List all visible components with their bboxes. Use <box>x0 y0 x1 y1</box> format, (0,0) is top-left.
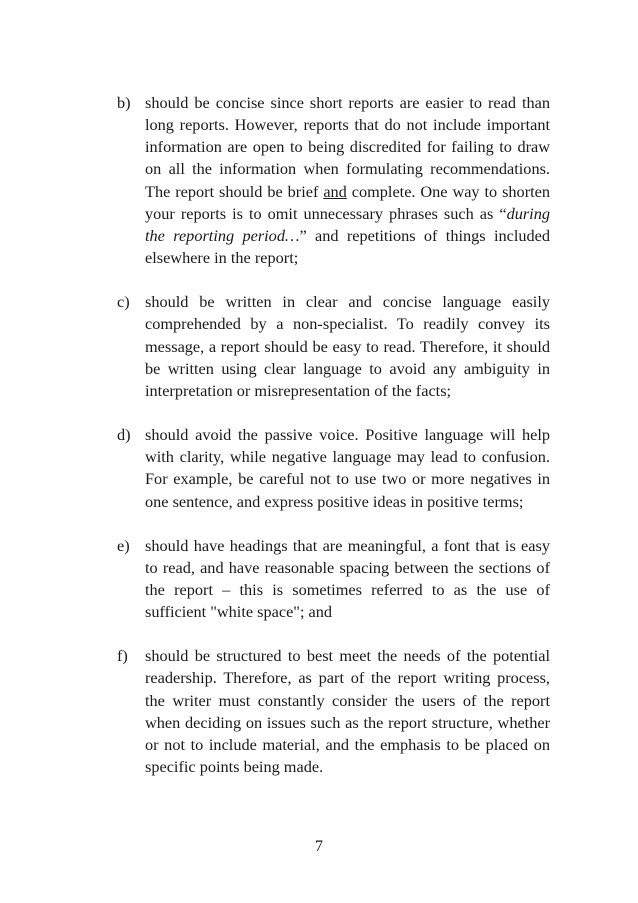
list-item-text: should be written in clear and concise language easily comprehended by a non-specialist. To readily convey its message, a report should be easy to read. Therefore, it should be written using clear language to avoid any ambiguity in interpretation or misrepresentation of the facts; <box>145 292 550 400</box>
italic-phrase: during the reporting period… <box>145 203 550 245</box>
list-item-e <box>117 535 550 624</box>
list-marker: b) <box>117 93 131 112</box>
underlined-word: and <box>323 181 347 201</box>
list-item-d <box>117 424 550 513</box>
list-marker: f) <box>117 646 128 666</box>
list-item-b <box>117 92 550 269</box>
page-number: 7 <box>314 836 324 855</box>
list-item-text: should have headings that are meaningful, a font that is easy to read, and have reasonable spacing between the sections of the report – this is sometimes referred to as the use of sufficient "white space"; and <box>145 535 550 622</box>
list-item-text: should avoid the passive voice. Positive language will help with clarity, while negative language may lead to confusion. For example, be careful not to use two or more negatives in one sentence, and express positive ideas in positive terms; <box>145 425 550 511</box>
list-marker: e) <box>117 535 130 555</box>
list-item-c <box>117 291 550 402</box>
list-marker: c) <box>117 292 130 312</box>
report-guidelines-list <box>117 92 550 800</box>
list-item-text: should be structured to best meet the needs of the potential readership. Therefore, as part of the report writing process, the writer must constantly consider the users of the report when deciding on issues such as the report structure, whether or not to include material, and the emphasis to be placed on specific points being made. <box>145 646 550 777</box>
list-marker: d) <box>117 425 131 445</box>
list-item-f <box>117 645 550 778</box>
list-item-text: should be concise since short reports are easier to read than long reports. However, reports that do not include important information are open to being discredited for failing to draw on all the information when formulating recommendations. The report should be brief and complete. One way to shorten your reports is to omit unnecessary phrases such as “during the reporting period…” and repetitions of things included elsewhere in the report; <box>145 93 551 268</box>
